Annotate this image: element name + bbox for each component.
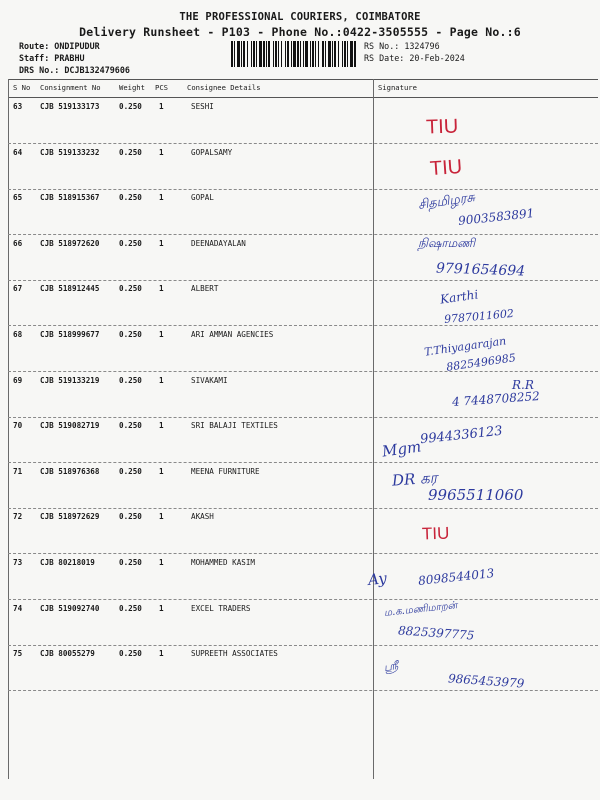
pieces-count: 1 <box>159 375 164 385</box>
pieces-count: 1 <box>159 238 164 248</box>
table-header <box>8 79 598 97</box>
serial-number: 65 <box>13 193 23 203</box>
table-row <box>8 148 598 194</box>
weight-value: 0.250 <box>119 649 142 659</box>
pieces-count: 1 <box>159 603 164 613</box>
table-row <box>8 102 598 148</box>
drs-number: DRS No.: DCJB132479606 <box>19 65 130 75</box>
serial-number: 75 <box>13 649 23 659</box>
consignee-name: EXCEL TRADERS <box>191 603 251 613</box>
handwritten-signature: ம.க.மணிமாறன் <box>383 600 458 619</box>
pieces-count: 1 <box>159 649 164 659</box>
serial-number: 71 <box>13 466 23 476</box>
handwritten-phone-number: 4 7448708252 <box>451 388 541 410</box>
handwritten-signature: Karthi <box>439 287 480 307</box>
handwritten-phone-number: 9865453979 <box>447 671 525 691</box>
weight-value: 0.250 <box>119 102 142 111</box>
handwritten-signature: R.R <box>512 378 534 392</box>
weight-value: 0.250 <box>119 147 142 157</box>
row-separator <box>8 189 598 190</box>
weight-value: 0.250 <box>119 375 142 385</box>
table-row <box>8 604 598 650</box>
weight-value: 0.250 <box>119 558 142 567</box>
handwritten-phone-number: 8098544013 <box>417 566 495 588</box>
row-separator <box>8 553 598 554</box>
handwritten-signature: Ay <box>367 569 388 589</box>
consignee-name: SIVAKAMI <box>191 375 228 385</box>
handwritten-phone-number: 8825397775 <box>397 623 475 643</box>
serial-number: 68 <box>13 330 23 339</box>
row-separator <box>8 599 598 600</box>
handwritten-signature: TIU <box>425 115 459 139</box>
col-weight: Weight <box>119 83 145 92</box>
handwritten-signature: TIU <box>429 155 463 181</box>
table-row <box>8 558 598 604</box>
pieces-count: 1 <box>159 330 164 339</box>
consignee-name: ARI AMMAN AGENCIES <box>191 330 274 339</box>
serial-number: 66 <box>13 238 23 248</box>
handwritten-signature: TIU <box>421 523 450 544</box>
consignee-name: AKASH <box>191 512 214 522</box>
weight-value: 0.250 <box>119 466 142 476</box>
handwritten-phone-number: 9944336123 <box>419 423 504 448</box>
serial-number: 74 <box>13 603 23 613</box>
consignee-name: MOHAMMED KASIM <box>191 558 256 567</box>
company-title: THE PROFESSIONAL COURIERS, COIMBATORE <box>179 11 421 23</box>
consignment-number: CJB 519133173 <box>40 102 100 111</box>
consignee-name: GOPAL <box>191 193 214 203</box>
runsheet-subtitle: Delivery Runsheet - P103 - Phone No.:0422-3505555 - Page No.:6 <box>79 25 521 39</box>
handwritten-phone-number: 9787011602 <box>443 306 515 327</box>
serial-number: 70 <box>13 421 23 431</box>
row-separator <box>8 143 598 144</box>
rs-number: RS No.: 1324796 <box>364 41 440 51</box>
row-separator <box>8 325 598 326</box>
row-separator <box>8 234 598 235</box>
serial-number: 67 <box>13 284 23 294</box>
consignment-number: CJB 519133232 <box>40 147 100 157</box>
row-separator <box>8 417 598 418</box>
row-separator <box>8 462 598 463</box>
col-consignee: Consignee Details <box>187 83 261 92</box>
consignment-number: CJB 519082719 <box>40 421 100 431</box>
table-row <box>8 421 598 467</box>
pieces-count: 1 <box>159 466 164 476</box>
serial-number: 73 <box>13 558 23 567</box>
weight-value: 0.250 <box>119 603 142 613</box>
barcode-image <box>231 41 357 67</box>
consignee-name: GOPALSAMY <box>191 147 233 157</box>
col-pcs: PCS <box>155 83 168 92</box>
pieces-count: 1 <box>159 147 164 157</box>
handwritten-signature: T.Thiyagarajan <box>423 334 507 359</box>
weight-value: 0.250 <box>119 284 142 294</box>
consignee-name: SRI BALAJI TEXTILES <box>191 421 278 431</box>
consignee-name: DEENADAYALAN <box>191 238 246 248</box>
consignment-number: CJB 519133219 <box>40 375 100 385</box>
pieces-count: 1 <box>159 102 164 111</box>
weight-value: 0.250 <box>119 421 142 431</box>
weight-value: 0.250 <box>119 238 142 248</box>
consignment-number: CJB 519092740 <box>40 603 100 613</box>
handwritten-signature: Mgm <box>380 437 423 461</box>
row-separator <box>8 645 598 646</box>
staff-label: Staff: PRABHU <box>19 53 85 63</box>
serial-number: 64 <box>13 147 23 157</box>
row-separator <box>8 508 598 509</box>
consignee-name: ALBERT <box>191 284 219 294</box>
consignment-number: CJB 80218019 <box>40 558 95 567</box>
table-row <box>8 512 598 558</box>
consignee-name: SESHI <box>191 102 214 111</box>
weight-value: 0.250 <box>119 193 142 203</box>
col-sno: S No <box>13 83 31 92</box>
pieces-count: 1 <box>159 421 164 431</box>
handwritten-phone-number: 9965511060 <box>428 486 524 504</box>
pieces-count: 1 <box>159 558 164 567</box>
row-separator <box>8 371 598 372</box>
handwritten-signature: DR கர <box>391 468 438 490</box>
rs-date: RS Date: 20-Feb-2024 <box>364 53 465 63</box>
pieces-count: 1 <box>159 512 164 522</box>
consignment-number: CJB 518976368 <box>40 466 100 476</box>
handwritten-phone-number: 9003583891 <box>457 206 535 228</box>
col-consignment: Consignment No <box>40 83 101 92</box>
weight-value: 0.250 <box>119 330 142 339</box>
pieces-count: 1 <box>159 284 164 294</box>
handwritten-phone-number: 8825496985 <box>445 351 517 374</box>
route-label: Route: ONDIPUDUR <box>19 41 100 51</box>
serial-number: 72 <box>13 512 23 522</box>
row-separator <box>8 690 598 691</box>
handwritten-phone-number: 9791654694 <box>435 260 526 280</box>
consignment-number: CJB 80055279 <box>40 649 95 659</box>
consignment-number: CJB 518972620 <box>40 238 100 248</box>
handwritten-signature: சிதமிழரசு <box>417 190 476 213</box>
serial-number: 63 <box>13 102 23 111</box>
consignee-name: SUPREETH ASSOCIATES <box>191 649 278 659</box>
col-signature: Signature <box>378 83 417 92</box>
handwritten-signature: ஸ்ரீ <box>382 658 400 675</box>
handwritten-signature: நிஷாமணி <box>418 236 476 250</box>
consignment-number: CJB 518912445 <box>40 284 100 294</box>
pieces-count: 1 <box>159 193 164 203</box>
consignment-number: CJB 518972629 <box>40 512 100 522</box>
row-separator <box>8 280 598 281</box>
table-header-rule <box>8 97 598 98</box>
weight-value: 0.250 <box>119 512 142 522</box>
consignee-name: MEENA FURNITURE <box>191 466 260 476</box>
serial-number: 69 <box>13 375 23 385</box>
consignment-number: CJB 518999677 <box>40 330 100 339</box>
consignment-number: CJB 518915367 <box>40 193 100 203</box>
